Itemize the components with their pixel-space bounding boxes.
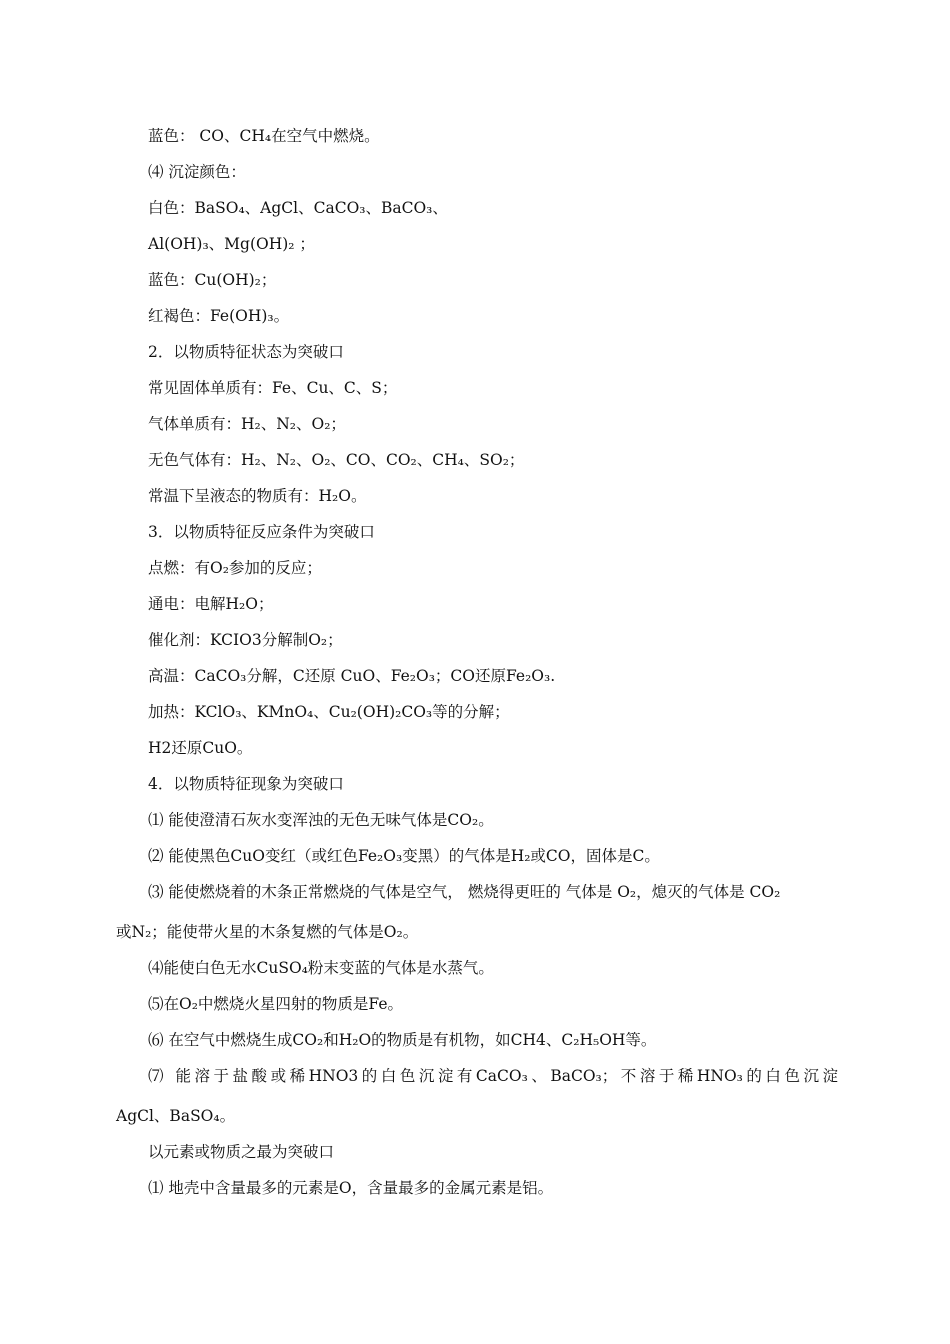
section-heading: 2．以物质特征状态为突破口	[148, 343, 344, 361]
text-line: ⑷能使白色无水CuSO₄粉末变蓝的气体是水蒸气。	[148, 959, 494, 977]
text-line: 气体单质有：H₂、N₂、O₂；	[148, 415, 346, 433]
text-line: 高温：CaCO₃分解，C还原 CuO、Fe₂O₃；CO还原Fe₂O₃.	[148, 667, 556, 685]
text-line: 常温下呈液态的物质有：H₂O。	[148, 487, 367, 505]
text-line: ⑴ 地壳中含量最多的元素是O，含量最多的金属元素是铝。	[148, 1179, 554, 1197]
text-line: ⑶ 能使燃烧着的木条正常燃烧的气体是空气， 燃烧得更旺的 气体是 O₂，熄灭的气体是 CO₂	[148, 883, 781, 901]
text-line: 点燃：有O₂参加的反应；	[148, 559, 322, 577]
text-line: 常见固体单质有：Fe、Cu、C、S；	[148, 379, 398, 397]
text-line: ⑷ 沉淀颜色：	[148, 163, 246, 181]
section-heading: 4．以物质特征现象为突破口	[148, 775, 344, 793]
text-line: 加热：KClO₃、KMnO₄、Cu₂(OH)₂CO₃等的分解；	[148, 703, 510, 721]
text-line: AgCl、BaSO₄。	[116, 1107, 236, 1125]
text-line: ⑵ 能使黑色CuO变红（或红色Fe₂O₃变黑）的气体是H₂或CO，固体是C。	[148, 847, 660, 865]
section-heading: 以元素或物质之最为突破口	[148, 1143, 335, 1161]
text-line: 通电：电解H₂O；	[148, 595, 274, 613]
text-line: Al(OH)₃、Mg(OH)₂ ；	[148, 235, 315, 253]
text-line: 蓝色：Cu(OH)₂；	[148, 271, 277, 289]
text-line: ⑺ 能溶于盐酸或稀HNO3的白色沉淀有CaCO₃、BaCO₃；不溶于稀HNO₃的白色沉淀	[148, 1067, 838, 1085]
text-line: ⑹ 在空气中燃烧生成CO₂和H₂O的物质是有机物，如CH4、C₂H₅OH等。	[148, 1031, 657, 1049]
text-line: H2还原CuO。	[148, 739, 253, 757]
text-line: ⑸在O₂中燃烧火星四射的物质是Fe。	[148, 995, 404, 1013]
text-line: 或N₂；能使带火星的木条复燃的气体是O₂。	[116, 923, 419, 941]
text-line: ⑴ 能使澄清石灰水变浑浊的无色无味气体是CO₂。	[148, 811, 494, 829]
text-line: 蓝色： CO、CH₄在空气中燃烧。	[148, 127, 380, 145]
text-line: 红褐色：Fe(OH)₃。	[148, 307, 290, 325]
section-heading: 3．以物质特征反应条件为突破口	[148, 523, 375, 541]
text-line: 无色气体有：H₂、N₂、O₂、CO、CO₂、CH₄、SO₂；	[148, 451, 525, 469]
text-line: 白色：BaSO₄、AgCl、CaCO₃、BaCO₃、	[148, 199, 448, 217]
text-line: 催化剂：KCIO3分解制O₂；	[148, 631, 343, 649]
